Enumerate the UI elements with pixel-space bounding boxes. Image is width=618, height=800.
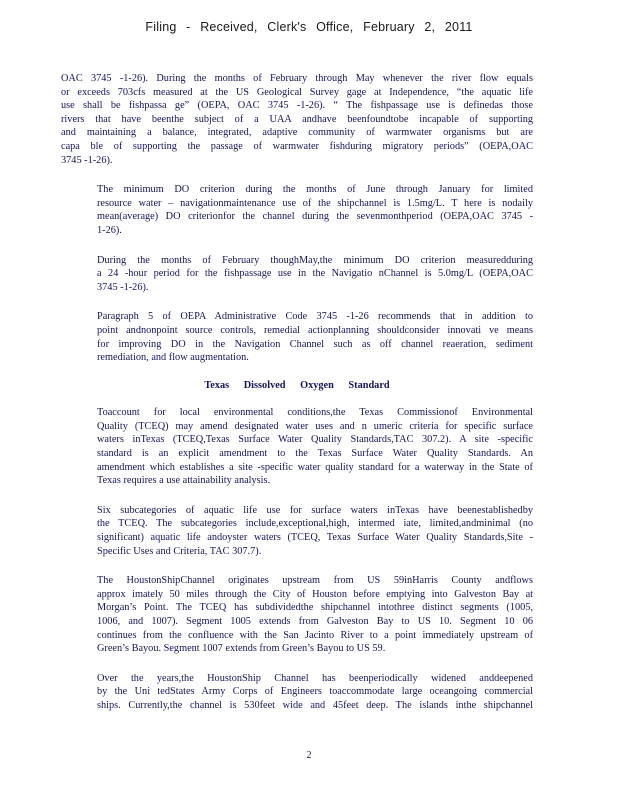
- text-line: standard is an explicit amendment to the Texas Surface Water Quality Standards. An: [97, 448, 533, 460]
- paragraph: [61, 310, 533, 364]
- text-line: The minimum DO criterion during the months of June through January for limited: [97, 184, 533, 196]
- text-line: Quality (TCEQ) may amend designated water uses and n umeric criteria for specific surface: [97, 420, 533, 432]
- text-line: by the Uni tedStates Army Corps of Engineers toaccommodate large oceangoing commercial: [97, 686, 533, 698]
- document-body: [61, 72, 533, 729]
- text-line: or exceeds 703cfs measured at the US Geological Survey gage at Independence, “the aquatic life: [61, 86, 533, 98]
- paragraph: [61, 72, 533, 167]
- text-line: resource water – navigationmaintenance use of the shipchannel is 1.5mg/L. T here is nodaily: [97, 197, 533, 209]
- text-line: continues from the confluence with the San Jacinto River to a point immediately upstream of: [97, 629, 533, 641]
- text-line: and maintaining a balance, integrated, adaptive community of warmwater organisms but are: [61, 127, 533, 139]
- text-line: Morgan’s Point. The TCEQ has subdividedthe shipchannel intothree distinct segments (1005,: [97, 602, 533, 614]
- text-line: significant) aquatic life andoyster waters (TCEQ, Texas Surface Water Quality Standards,Site -: [97, 532, 533, 544]
- text-line: 1006, and 1007). Segment 1005 extends from Galveston Bay to US 10. Segment 10 06: [97, 616, 533, 627]
- text-line: ships. Currently,the channel is 530feet wide and 45feet deep. The islands inthe shipchannel: [97, 699, 533, 711]
- text-line: During the months of February thoughMay,the minimum DO criterion measuredduring: [97, 254, 533, 266]
- text-line: Texas requires a use attainability analysis.: [97, 475, 271, 487]
- paragraph: [61, 406, 533, 488]
- page-header: Filing - Received, Clerk's Office, February 2, 2011: [145, 20, 473, 34]
- text-line: 1-26).: [97, 224, 122, 236]
- section-heading: Texas Dissolved Oxygen Standard: [204, 379, 390, 391]
- text-line: for improving DO in the Navigation Channel such as off channel reaeration, sediment: [97, 338, 533, 350]
- text-line: Six subcategories of aquatic life use for surface waters inTexas have beenestablishedby: [97, 504, 533, 516]
- text-line: mean(average) DO criterionfor the channel during the sevenmonthperiod (OEPA,OAC 3745 -: [97, 211, 533, 223]
- text-line: Toaccount for local environmental conditions,the Texas Commissionof Environmental: [97, 407, 533, 419]
- paragraph: [61, 254, 533, 295]
- text-line: amendment which establishes a site -specific water quality standard for a waterway in the State of: [97, 461, 533, 473]
- text-line: use shall be fishpassa ge” (OEPA, OAC 3745 -1-26). “ The fishpassage use is definedas those: [61, 100, 533, 112]
- text-line: 3745 -1-26).: [97, 281, 149, 293]
- paragraph: [61, 672, 533, 713]
- text-line: OAC 3745 -1-26). During the months of February through May whenever the river flow equals: [61, 73, 533, 84]
- text-line: waters inTexas (TCEQ,Texas Surface Water Quality Standards,TAC 307.2). A site -specific: [97, 434, 533, 446]
- text-line: a 24 -hour period for the fishpassage use in the Navigatio nChannel is 5.0mg/L (OEPA,OAC: [97, 268, 533, 280]
- text-line: Green’s Bayou. Segment 1007 extends from Green’s Bayou to US 59.: [97, 643, 386, 655]
- page-number: 2: [306, 750, 312, 761]
- text-line: remediation, and flow augmentation.: [97, 352, 249, 364]
- paragraph: [61, 183, 533, 237]
- text-line: The HoustonShipChannel originates upstream from US 59inHarris County andflows: [97, 575, 533, 587]
- text-line: Specific Uses and Criteria, TAC 307.7).: [97, 545, 262, 557]
- text-line: Over the years,the HoustonShip Channel has beenperiodically widened anddeepened: [97, 672, 533, 684]
- text-line: rivers that have beenthe subject of a UAA andhave beenfoundtobe incapable of supporting: [61, 113, 533, 125]
- text-line: the TCEQ. The subcategories include,exceptional,high, intermed iate, limited,andminimal (no: [97, 518, 533, 530]
- paragraph: [61, 574, 533, 656]
- text-line: approx imately 50 miles through the City of Houston before emptying into Galveston Bay at: [97, 588, 533, 600]
- text-line: 3745 -1-26).: [61, 154, 113, 166]
- text-line: Paragraph 5 of OEPA Administrative Code 3745 -1-26 recommends that in addition to: [97, 311, 533, 323]
- text-line: point andnonpoint source controls, remedial actionplanning shouldconsider innovati ve means: [97, 324, 533, 336]
- paragraph: [61, 504, 533, 558]
- text-line: capa ble of supporting the passage of warmwater fishduring migratory periods” (OEPA,OAC: [61, 140, 533, 152]
